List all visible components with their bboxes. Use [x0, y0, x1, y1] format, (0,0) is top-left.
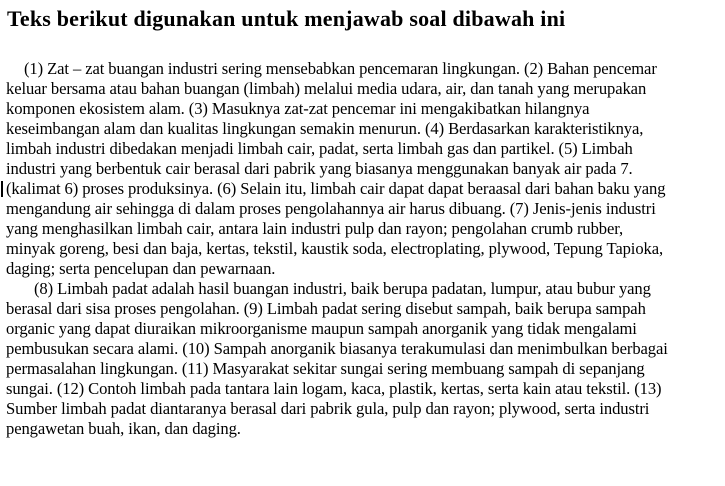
document-title[interactable]: Teks berikut digunakan untuk menjawab soal dibawah ini [7, 6, 566, 31]
paragraph-1 [6, 59, 721, 279]
text-line[interactable]: keluar bersama atau bahan buangan (limbah) melalui media udara, air, dan tanah yang merupakan [6, 79, 647, 98]
text-line[interactable]: sungai. (12) Contoh limbah pada tantara lain logam, kaca, plastik, kertas, serta kain atau tekstil. (13) [6, 379, 662, 398]
document-body[interactable] [6, 59, 721, 439]
text-line[interactable]: industri yang berbentuk cair berasal dari pabrik yang biasanya menggunakan banyak air pada 7. [6, 159, 633, 178]
text-line[interactable]: berasal dari sisa proses pengolahan. (9) Limbah padat sering disebut sampah, baik berupa sampah [6, 299, 646, 318]
text-cursor-caret [1, 181, 3, 197]
text-line[interactable]: organic yang dapat diuraikan mikroorganisme maupun sampah anorganik yang tidak mengalami [6, 319, 637, 338]
text-line[interactable]: yang menghasilkan limbah cair, antara lain industri pulp dan rayon; pengolahan crumb rubber, [6, 219, 624, 238]
text-line[interactable]: minyak goreng, besi dan baja, kertas, tekstil, kaustik soda, electroplating, plywood, Tepung Tapioka, [6, 239, 664, 258]
text-line[interactable]: (1) Zat – zat buangan industri sering mensebabkan pencemaran lingkungan. (2) Bahan pencemar [24, 59, 657, 78]
paragraph-2 [6, 279, 721, 439]
text-line[interactable]: keseimbangan alam dan kualitas lingkungan semakin menurun. (4) Berdasarkan karakteristiknya, [6, 119, 644, 138]
text-line[interactable]: (8) Limbah padat adalah hasil buangan industri, baik berupa padatan, lumpur, atau bubur yang [34, 279, 651, 298]
text-line[interactable]: Sumber limbah padat diantaranya berasal dari pabrik gula, pulp dan rayon; plywood, serta industri [6, 399, 650, 418]
text-line[interactable]: (kalimat 6) proses produksinya. (6) Selain itu, limbah cair dapat dapat beraasal dari bahan baku yang [6, 179, 666, 198]
text-line[interactable]: daging; serta pencelupan dan pewarnaan. [6, 259, 276, 278]
text-line[interactable]: mengandung air sehingga di dalam proses pengolahannya air harus dibuang. (7) Jenis-jenis industri [6, 199, 656, 218]
text-line[interactable]: pengawetan buah, ikan, dan daging. [6, 419, 241, 438]
text-line[interactable]: komponen ekosistem alam. (3) Masuknya zat-zat pencemar ini mengakibatkan hilangnya [6, 99, 590, 118]
text-line[interactable]: limbah industri dibedakan menjadi limbah cair, padat, serta limbah gas dan partikel. (5) Limbah [6, 139, 633, 158]
text-line[interactable]: pembusukan secara alami. (10) Sampah anorganik biasanya terakumulasi dan menimbulkan berbagai [6, 339, 668, 358]
text-line[interactable]: permasalahan lingkungan. (11) Masyarakat sekitar sungai sering membuang sampah di sepanjang [6, 359, 645, 378]
